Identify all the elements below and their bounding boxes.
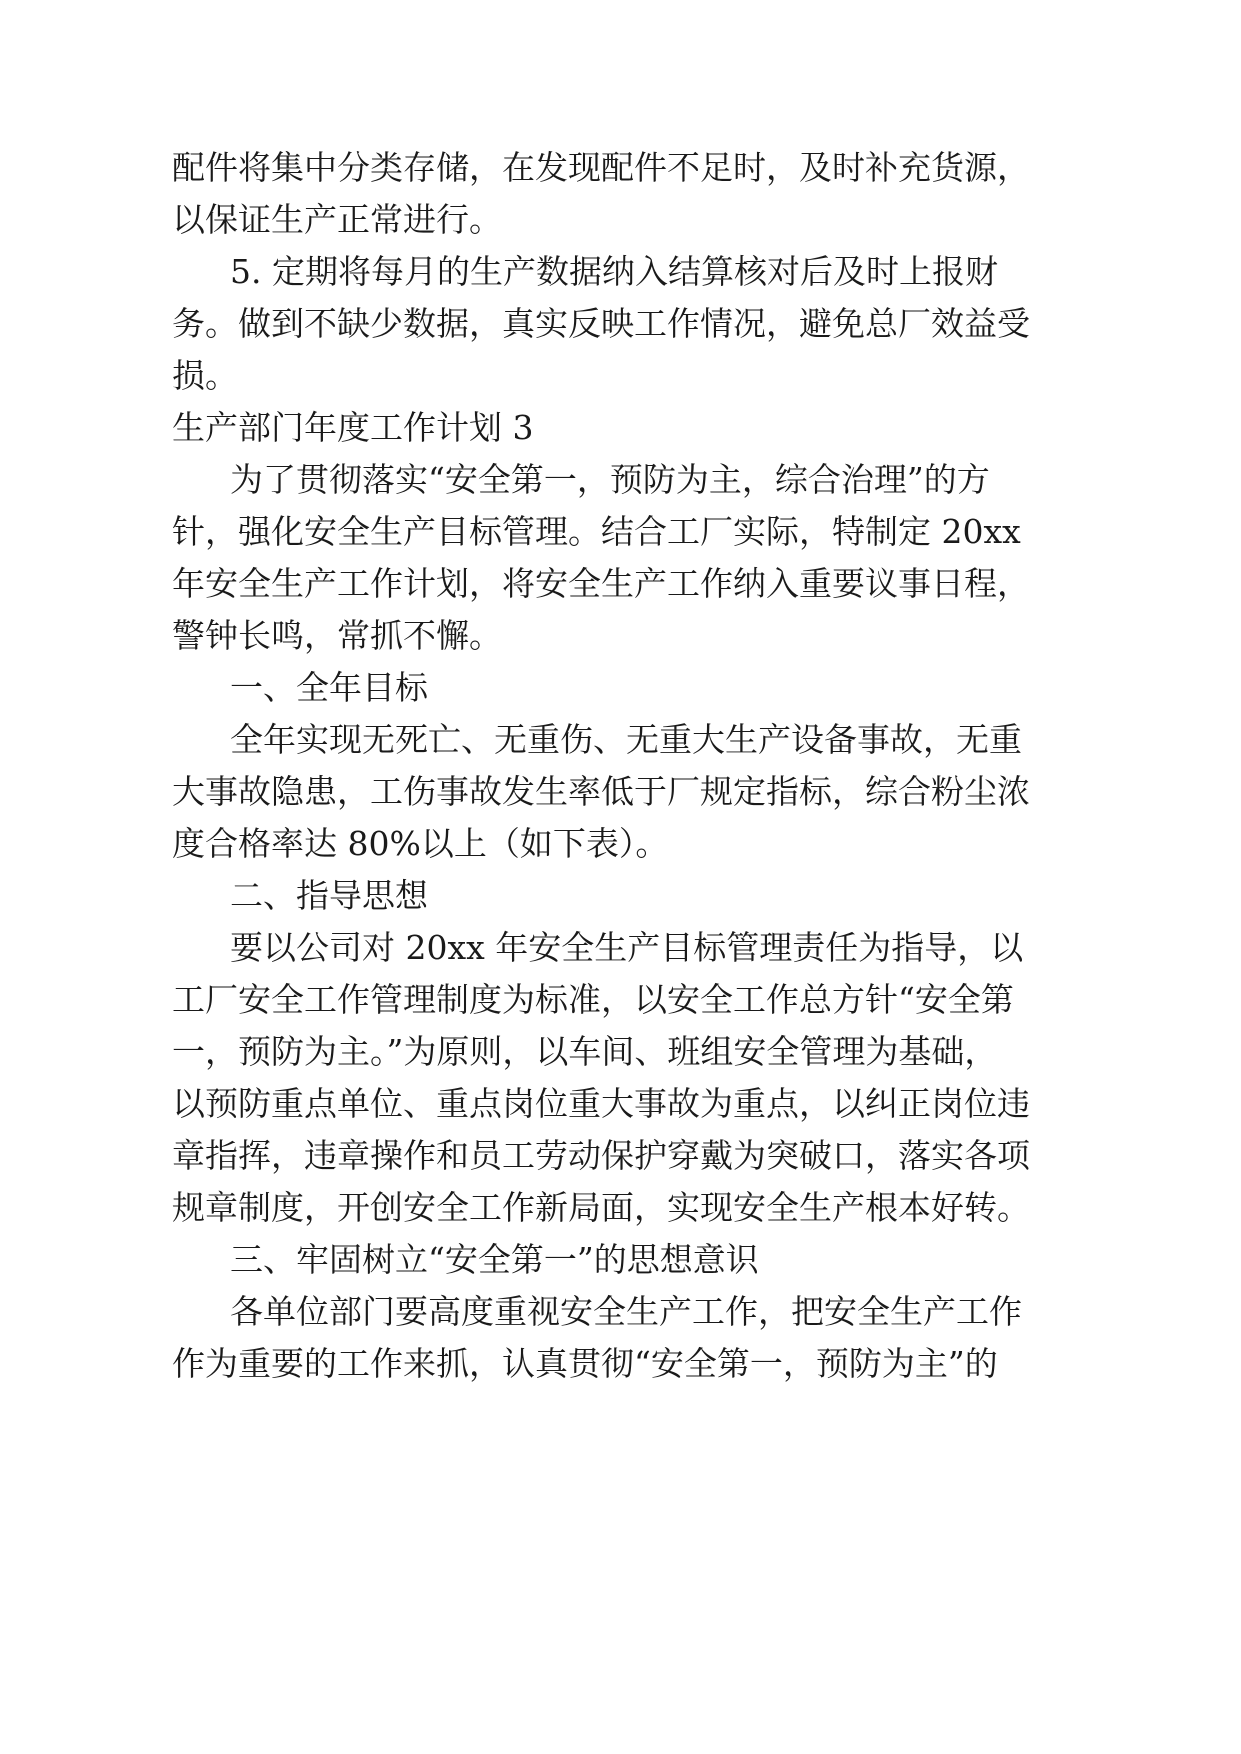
line-text: 为了贯彻落实“安全第一，预防为主，综合治理”的方 xyxy=(230,460,990,499)
text-line xyxy=(0,970,1241,1030)
text-line xyxy=(0,502,1241,562)
line-text: 5. 定期将每月的生产数据纳入结算核对后及时上报财 xyxy=(230,252,998,291)
heading-text: 二、指导思想 xyxy=(230,876,428,915)
text-line xyxy=(0,1178,1241,1238)
text-line xyxy=(0,1334,1241,1394)
line-text: 度合格率达 80%以上（如下表）。 xyxy=(172,824,669,863)
line-text: 各单位部门要高度重视安全生产工作，把安全生产工作 xyxy=(230,1292,1022,1331)
text-line xyxy=(0,762,1241,822)
text-line xyxy=(0,294,1241,354)
line-text: 作为重要的工作来抓，认真贯彻“安全第一，预防为主”的 xyxy=(172,1344,998,1383)
text-line xyxy=(0,814,1241,874)
text-line xyxy=(0,450,1241,510)
line-text: 要以公司对 20xx 年安全生产目标管理责任为指导，以 xyxy=(230,928,1024,967)
line-text: 务。做到不缺少数据，真实反映工作情况，避免总厂效益受 xyxy=(172,304,1030,343)
text-line xyxy=(0,1282,1241,1342)
line-text: 规章制度，开创安全工作新局面，实现安全生产根本好转。 xyxy=(172,1188,1030,1227)
subsection-heading xyxy=(0,658,1241,718)
text-line xyxy=(0,606,1241,666)
text-line xyxy=(0,1074,1241,1134)
line-text: 以预防重点单位、重点岗位重大事故为重点，以纠正岗位违 xyxy=(172,1084,1030,1123)
section-heading xyxy=(0,398,1241,458)
heading-text: 三、牢固树立“安全第一”的思想意识 xyxy=(230,1240,759,1279)
line-text: 针，强化安全生产目标管理。结合工厂实际，特制定 20xx xyxy=(172,512,1021,551)
heading-text: 一、全年目标 xyxy=(230,668,428,707)
line-text: 警钟长鸣，常抓不懈。 xyxy=(172,616,502,655)
text-line xyxy=(0,190,1241,250)
line-text: 损。 xyxy=(172,356,238,395)
line-text: 以保证生产正常进行。 xyxy=(172,200,502,239)
line-text: 配件将集中分类存储，在发现配件不足时，及时补充货源， xyxy=(172,148,1030,187)
line-text: 全年实现无死亡、无重伤、无重大生产设备事故，无重 xyxy=(230,720,1022,759)
text-line xyxy=(0,346,1241,406)
subsection-heading xyxy=(0,1230,1241,1290)
line-text: 年安全生产工作计划，将安全生产工作纳入重要议事日程， xyxy=(172,564,1030,603)
subsection-heading xyxy=(0,866,1241,926)
text-line xyxy=(0,918,1241,978)
text-line xyxy=(0,242,1241,302)
line-text: 章指挥，违章操作和员工劳动保护穿戴为突破口，落实各项 xyxy=(172,1136,1030,1175)
line-text: 工厂安全工作管理制度为标准，以安全工作总方针“安全第 xyxy=(172,980,1014,1019)
text-line xyxy=(0,1126,1241,1186)
text-line xyxy=(0,554,1241,614)
heading-text: 生产部门年度工作计划 3 xyxy=(172,408,534,447)
text-line xyxy=(0,710,1241,770)
text-line xyxy=(0,1022,1241,1082)
line-text: 大事故隐患，工伤事故发生率低于厂规定指标，综合粉尘浓 xyxy=(172,772,1030,811)
text-line xyxy=(0,138,1241,198)
line-text: 一，预防为主。”为原则，以车间、班组安全管理为基础， xyxy=(172,1032,998,1071)
